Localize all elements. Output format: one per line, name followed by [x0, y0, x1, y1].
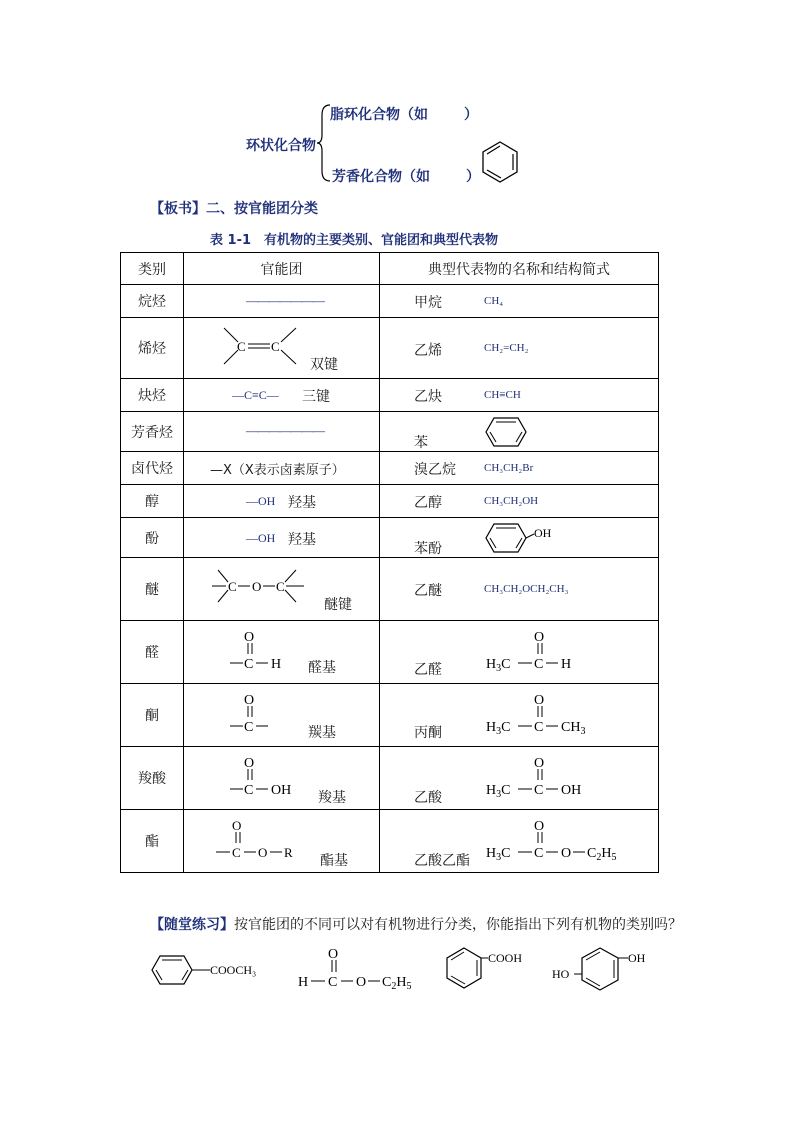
svg-text:H3C: $H_3C$	[486, 783, 511, 799]
group-name: 醛基	[308, 660, 336, 676]
group-cell	[184, 684, 380, 747]
example-name: 乙炔	[414, 389, 442, 405]
svg-text:OH: OH	[628, 951, 646, 965]
group-name: 羰基	[308, 725, 336, 741]
acetic-acid-structure	[484, 753, 604, 799]
svg-text:O: O	[232, 818, 242, 833]
category-cell: 芳香烃	[121, 412, 184, 452]
category-cell: 羧酸	[121, 747, 184, 810]
svg-text:OH: OH	[271, 783, 292, 798]
svg-text:CH3: $CH_3$	[561, 720, 586, 736]
example-name: 苯	[414, 435, 428, 451]
group-cell: —X（X表示卤素原子）	[184, 452, 380, 485]
hydroquinone-structure	[552, 944, 662, 992]
group-name: 三键	[302, 389, 330, 405]
svg-text:H3C: $H_3C$	[486, 657, 511, 673]
example-cell	[380, 518, 659, 558]
svg-text:C: C	[237, 339, 246, 354]
group-name: 双键	[310, 357, 338, 373]
table-row	[121, 810, 659, 873]
group-cell	[184, 621, 380, 684]
board-heading: 【板书】二、按官能团分类	[150, 201, 318, 217]
svg-text:O: O	[356, 975, 367, 990]
category-cell: 酯	[121, 810, 184, 873]
example-cell	[380, 747, 659, 810]
svg-text:C: C	[534, 846, 544, 861]
example-cell	[380, 810, 659, 873]
example-cell	[380, 452, 659, 485]
table-row	[121, 747, 659, 810]
example-cell	[380, 621, 659, 684]
acetone-structure	[484, 690, 604, 736]
svg-text:O: O	[244, 693, 255, 708]
svg-text:O: O	[534, 819, 545, 834]
svg-text:O: O	[534, 630, 545, 645]
svg-text:C: C	[534, 657, 544, 672]
svg-text:C: C	[328, 975, 338, 990]
alkene-double-bond-icon	[220, 326, 300, 370]
header-category: 类别	[121, 253, 184, 285]
svg-text:O: O	[244, 630, 255, 645]
ethyl-acetate-structure	[484, 816, 654, 862]
example-name: 乙酸乙酯	[414, 853, 470, 869]
table-row	[121, 379, 659, 412]
example-formula: CH₃CH₂Br	[484, 462, 534, 474]
svg-text:O: O	[328, 947, 339, 962]
svg-text:O: O	[252, 579, 262, 594]
group-cell: —C≡C— 三键	[184, 379, 380, 412]
example-name: 苯酚	[414, 541, 442, 557]
table-row	[121, 558, 659, 621]
table-row	[121, 485, 659, 518]
group-cell	[184, 558, 380, 621]
example-name: 溴乙烷	[414, 462, 456, 478]
example-cell	[380, 318, 659, 379]
table-row	[121, 684, 659, 747]
example-cell	[380, 684, 659, 747]
svg-text:O: O	[561, 846, 572, 861]
table-header-row	[121, 253, 659, 285]
example-name: 乙醇	[414, 495, 442, 511]
practice-text: 按官能团的不同可以对有机物进行分类，你能指出下列有机物的类别吗？	[234, 917, 682, 933]
table-row	[121, 412, 659, 452]
aldehyde-group-icon	[228, 627, 298, 673]
category-cell: 酮	[121, 684, 184, 747]
svg-text:H: H	[271, 657, 282, 672]
group-cell	[184, 747, 380, 810]
svg-text:COOCH₃: COOCH₃	[210, 963, 257, 977]
category-cell: 烷烃	[121, 285, 184, 318]
table-row	[121, 318, 659, 379]
example-formula: CH₃CH₂OCH₂CH₃	[484, 583, 569, 595]
group-cell	[184, 810, 380, 873]
example-cell	[380, 412, 659, 452]
svg-text:OH: OH	[561, 783, 582, 798]
aromatic-label: 芳香化合物（如 ）	[332, 169, 480, 185]
group-cell	[184, 318, 380, 379]
svg-text:H3C: $H_3C$	[486, 720, 511, 736]
table-row	[121, 518, 659, 558]
svg-text:C: C	[244, 657, 254, 672]
ethyl-formate-structure	[296, 944, 426, 992]
header-representative: 典型代表物的名称和结构简式	[380, 253, 659, 285]
example-cell	[380, 558, 659, 621]
svg-text:C: C	[244, 720, 254, 735]
practice-prompt	[150, 914, 682, 934]
benzoic-acid-structure	[444, 946, 544, 990]
example-name: 乙醚	[414, 583, 442, 599]
svg-text:HO: HO	[552, 967, 570, 981]
table-caption: 表 1-1 有机物的主要类别、官能团和典型代表物	[210, 233, 499, 248]
svg-text:O: O	[244, 756, 255, 771]
carboxyl-group-icon	[228, 753, 308, 799]
category-cell: 醇	[121, 485, 184, 518]
category-cell: 酚	[121, 518, 184, 558]
category-cell: 炔烃	[121, 379, 184, 412]
svg-text:C: C	[534, 720, 544, 735]
example-formula: CH≡CH	[484, 389, 521, 401]
category-cell: 醛	[121, 621, 184, 684]
ether-bond-icon	[210, 566, 310, 610]
example-name: 乙烯	[414, 343, 442, 359]
group-cell: —OH 羟基	[184, 518, 380, 558]
methyl-benzoate-structure	[150, 952, 270, 992]
svg-text:C: C	[271, 339, 280, 354]
example-cell	[380, 285, 659, 318]
header-functional-group: 官能团	[184, 253, 380, 285]
category-cell: 醚	[121, 558, 184, 621]
svg-text:C: C	[244, 783, 254, 798]
ring-compounds-label: 环状化合物	[246, 138, 316, 154]
svg-text:O: O	[534, 693, 545, 708]
svg-text:O: O	[258, 845, 268, 860]
svg-text:C: C	[276, 579, 285, 594]
example-formula: CH₄	[484, 295, 504, 307]
group-name: 羟基	[288, 495, 316, 511]
category-cell: 烯烃	[121, 318, 184, 379]
category-cell: 卤代烃	[121, 452, 184, 485]
carbonyl-group-icon	[228, 690, 288, 736]
example-name: 乙酸	[414, 790, 442, 806]
svg-text:C: C	[232, 845, 241, 860]
alicyclic-label: 脂环化合物（如 ）	[330, 107, 478, 123]
group-cell: ———————	[184, 412, 380, 452]
group-name: 羟基	[288, 532, 316, 548]
svg-text:C2H5: $C_2H_5$	[587, 846, 617, 862]
practice-label: 【随堂练习】	[150, 917, 234, 933]
functional-group-table	[120, 252, 659, 873]
example-formula: CH₃CH₂OH	[484, 495, 539, 507]
ester-group-icon	[214, 816, 314, 862]
svg-text:O: O	[534, 756, 545, 771]
table-row	[121, 452, 659, 485]
benzene-ring-icon	[480, 140, 520, 184]
group-name: 醚键	[324, 597, 352, 613]
phenol-structure-icon	[484, 522, 564, 554]
acetaldehyde-structure	[484, 627, 594, 673]
example-formula: CH₂=CH₂	[484, 342, 529, 354]
example-name: 丙酮	[414, 725, 442, 741]
group-cell: ———————	[184, 285, 380, 318]
svg-text:C: C	[534, 783, 544, 798]
svg-text:H: H	[561, 657, 572, 672]
example-name: 乙醛	[414, 662, 442, 678]
svg-text:H: H	[298, 975, 309, 990]
svg-text:C: C	[228, 579, 237, 594]
svg-text:H3C: $H_3C$	[486, 846, 511, 862]
example-name: 甲烷	[414, 295, 442, 311]
group-name: 酯基	[320, 853, 348, 869]
table-row	[121, 285, 659, 318]
svg-text:COOH: COOH	[488, 951, 523, 965]
svg-text:R: R	[284, 845, 293, 860]
svg-text:C2H5: $C_2H_5$	[382, 975, 412, 992]
example-cell	[380, 485, 659, 518]
benzene-ring-icon	[484, 416, 528, 448]
example-cell	[380, 379, 659, 412]
table-row	[121, 621, 659, 684]
svg-text:OH: OH	[534, 526, 552, 540]
group-name: 羧基	[318, 790, 346, 806]
group-cell: —OH 羟基	[184, 485, 380, 518]
